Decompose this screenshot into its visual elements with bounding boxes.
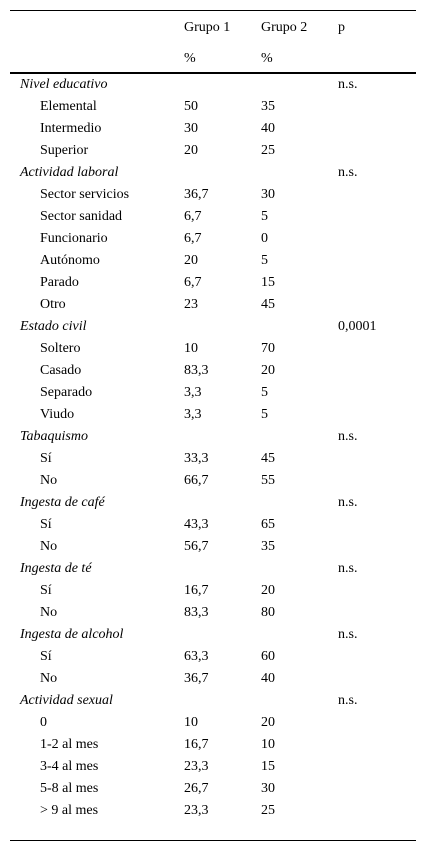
row-label: Sí xyxy=(40,649,52,664)
empty-cell xyxy=(338,778,416,800)
header-grupo2: Grupo 2 xyxy=(261,20,308,35)
grupo1-value: 83,3 xyxy=(184,605,209,620)
row-label: No xyxy=(40,473,58,488)
section-label: Nivel educativo xyxy=(20,77,108,92)
empty-cell xyxy=(261,162,338,184)
empty-cell xyxy=(338,96,416,118)
grupo2-value: 15 xyxy=(261,759,275,774)
grupo2-value: 25 xyxy=(261,143,275,158)
section-row xyxy=(10,690,416,712)
grupo1-value: 6,7 xyxy=(184,209,202,224)
row-label: 0 xyxy=(40,715,47,730)
empty-cell xyxy=(338,448,416,470)
empty-cell xyxy=(338,206,416,228)
grupo2-value: 45 xyxy=(261,451,275,466)
empty-cell xyxy=(184,73,261,96)
empty-cell xyxy=(338,756,416,778)
row-label: Soltero xyxy=(40,341,81,356)
grupo1-value: 23,3 xyxy=(184,759,209,774)
grupo1-value: 3,3 xyxy=(184,385,202,400)
section-label: Actividad sexual xyxy=(20,693,113,708)
table-row xyxy=(10,404,416,426)
row-label: Autónomo xyxy=(40,253,100,268)
section-p-value: n.s. xyxy=(338,495,358,510)
empty-cell xyxy=(338,668,416,690)
section-label: Ingesta de café xyxy=(20,495,105,510)
section-row xyxy=(10,73,416,96)
section-row xyxy=(10,558,416,580)
section-label: Ingesta de té xyxy=(20,561,92,576)
header-row-groups xyxy=(10,11,416,46)
empty-cell xyxy=(338,536,416,558)
table-row xyxy=(10,118,416,140)
empty-cell xyxy=(338,646,416,668)
grupo1-value: 23 xyxy=(184,297,198,312)
row-label: Sí xyxy=(40,451,52,466)
grupo1-value: 63,3 xyxy=(184,649,209,664)
grupo1-value: 56,7 xyxy=(184,539,209,554)
section-label: Tabaquismo xyxy=(20,429,88,444)
grupo1-value: 23,3 xyxy=(184,803,209,818)
grupo2-value: 35 xyxy=(261,99,275,114)
table-row xyxy=(10,140,416,162)
table-row xyxy=(10,272,416,294)
table-row xyxy=(10,228,416,250)
row-label: 3-4 al mes xyxy=(40,759,99,774)
grupo2-value: 20 xyxy=(261,363,275,378)
table-row xyxy=(10,602,416,624)
row-label: Viudo xyxy=(40,407,75,422)
section-row xyxy=(10,316,416,338)
empty-cell xyxy=(338,140,416,162)
grupo2-value: 5 xyxy=(261,209,268,224)
section-label: Estado civil xyxy=(20,319,87,334)
table-header xyxy=(10,11,416,74)
empty-cell xyxy=(338,272,416,294)
empty-cell xyxy=(261,690,338,712)
table-row xyxy=(10,778,416,800)
section-p-value: 0,0001 xyxy=(338,319,377,334)
table-row xyxy=(10,668,416,690)
grupo1-value: 3,3 xyxy=(184,407,202,422)
empty-cell xyxy=(184,690,261,712)
table-row xyxy=(10,470,416,492)
grupo1-value: 20 xyxy=(184,253,198,268)
row-label: 5-8 al mes xyxy=(40,781,99,796)
table-row xyxy=(10,206,416,228)
grupo2-value: 80 xyxy=(261,605,275,620)
grupo2-value: 5 xyxy=(261,385,268,400)
empty-cell xyxy=(261,426,338,448)
empty-cell xyxy=(338,118,416,140)
grupo2-value: 45 xyxy=(261,297,275,312)
grupo1-value: 50 xyxy=(184,99,198,114)
row-label: Sector servicios xyxy=(40,187,130,202)
empty-cell xyxy=(338,712,416,734)
grupo1-value: 66,7 xyxy=(184,473,209,488)
row-label: Parado xyxy=(40,275,79,290)
row-label: No xyxy=(40,671,58,686)
header-p: p xyxy=(338,20,345,35)
table-row xyxy=(10,338,416,360)
empty-cell xyxy=(261,624,338,646)
grupo1-value: 36,7 xyxy=(184,671,209,686)
table-row xyxy=(10,294,416,316)
empty-cell xyxy=(338,580,416,602)
grupo2-value: 10 xyxy=(261,737,275,752)
row-label: > 9 al mes xyxy=(40,803,99,818)
section-label: Ingesta de alcohol xyxy=(20,627,124,642)
empty-cell xyxy=(338,734,416,756)
row-label: 1-2 al mes xyxy=(40,737,99,752)
grupo1-value: 16,7 xyxy=(184,737,209,752)
table-row xyxy=(10,800,416,822)
empty-cell xyxy=(261,316,338,338)
grupo2-value: 5 xyxy=(261,407,268,422)
grupo2-value: 0 xyxy=(261,231,268,246)
empty-cell xyxy=(184,426,261,448)
section-p-value: n.s. xyxy=(338,77,358,92)
grupo1-value: 83,3 xyxy=(184,363,209,378)
empty-cell xyxy=(338,514,416,536)
table-row xyxy=(10,250,416,272)
empty-cell xyxy=(338,404,416,426)
table-row xyxy=(10,382,416,404)
empty-cell xyxy=(184,492,261,514)
grupo1-value: 16,7 xyxy=(184,583,209,598)
table-body xyxy=(10,73,416,822)
empty-cell xyxy=(261,73,338,96)
grupo2-value: 15 xyxy=(261,275,275,290)
header-unit-grupo1: % xyxy=(184,45,261,73)
table-row xyxy=(10,734,416,756)
table-row xyxy=(10,184,416,206)
empty-cell xyxy=(338,294,416,316)
section-row xyxy=(10,624,416,646)
section-row xyxy=(10,426,416,448)
empty-cell xyxy=(338,338,416,360)
grupo2-value: 40 xyxy=(261,121,275,136)
table-row xyxy=(10,96,416,118)
grupo1-value: 6,7 xyxy=(184,231,202,246)
header-row-units xyxy=(10,45,416,73)
empty-cell xyxy=(261,558,338,580)
grupo1-value: 10 xyxy=(184,341,198,356)
grupo1-value: 10 xyxy=(184,715,198,730)
grupo2-value: 5 xyxy=(261,253,268,268)
empty-cell xyxy=(338,184,416,206)
table-row xyxy=(10,580,416,602)
row-label: Casado xyxy=(40,363,82,378)
grupo2-value: 20 xyxy=(261,583,275,598)
grupo2-value: 25 xyxy=(261,803,275,818)
section-row xyxy=(10,162,416,184)
table-row xyxy=(10,646,416,668)
empty-cell xyxy=(184,316,261,338)
header-empty-cell xyxy=(10,45,184,73)
section-p-value: n.s. xyxy=(338,429,358,444)
row-label: Intermedio xyxy=(40,121,102,136)
grupo1-value: 43,3 xyxy=(184,517,209,532)
grupo1-value: 30 xyxy=(184,121,198,136)
row-label: Separado xyxy=(40,385,93,400)
table-row xyxy=(10,448,416,470)
row-label: Sector sanidad xyxy=(40,209,123,224)
section-p-value: n.s. xyxy=(338,561,358,576)
grupo1-value: 20 xyxy=(184,143,198,158)
empty-cell xyxy=(338,228,416,250)
table-row xyxy=(10,712,416,734)
header-empty-cell xyxy=(338,45,416,73)
section-p-value: n.s. xyxy=(338,627,358,642)
empty-cell xyxy=(261,492,338,514)
empty-cell xyxy=(338,382,416,404)
row-label: Superior xyxy=(40,143,89,158)
grupo1-value: 33,3 xyxy=(184,451,209,466)
row-label: Elemental xyxy=(40,99,97,114)
grupo2-value: 65 xyxy=(261,517,275,532)
row-label: Funcionario xyxy=(40,231,108,246)
section-row xyxy=(10,492,416,514)
table-row xyxy=(10,756,416,778)
grupo1-value: 6,7 xyxy=(184,275,202,290)
grupo2-value: 60 xyxy=(261,649,275,664)
grupo1-value: 36,7 xyxy=(184,187,209,202)
grupo2-value: 35 xyxy=(261,539,275,554)
header-unit-grupo2: % xyxy=(261,45,338,73)
empty-cell xyxy=(338,360,416,382)
section-p-value: n.s. xyxy=(338,165,358,180)
grupo2-value: 55 xyxy=(261,473,275,488)
grupo2-value: 20 xyxy=(261,715,275,730)
table-row xyxy=(10,536,416,558)
grupo2-value: 40 xyxy=(261,671,275,686)
table-row xyxy=(10,514,416,536)
grupo2-value: 70 xyxy=(261,341,275,356)
empty-cell xyxy=(184,558,261,580)
row-label: No xyxy=(40,539,58,554)
empty-cell xyxy=(338,470,416,492)
empty-cell xyxy=(338,250,416,272)
empty-cell xyxy=(184,624,261,646)
grupo2-value: 30 xyxy=(261,781,275,796)
header-empty-cell xyxy=(10,11,184,46)
row-label: Otro xyxy=(40,297,66,312)
section-label: Actividad laboral xyxy=(20,165,119,180)
table-row xyxy=(10,360,416,382)
table-bottom-rule xyxy=(10,840,416,841)
grupo1-value: 26,7 xyxy=(184,781,209,796)
data-table xyxy=(10,10,416,822)
header-grupo1: Grupo 1 xyxy=(184,20,231,35)
section-p-value: n.s. xyxy=(338,693,358,708)
row-label: No xyxy=(40,605,58,620)
empty-cell xyxy=(338,800,416,822)
grupo2-value: 30 xyxy=(261,187,275,202)
empty-cell xyxy=(184,162,261,184)
row-label: Sí xyxy=(40,517,52,532)
row-label: Sí xyxy=(40,583,52,598)
empty-cell xyxy=(338,602,416,624)
